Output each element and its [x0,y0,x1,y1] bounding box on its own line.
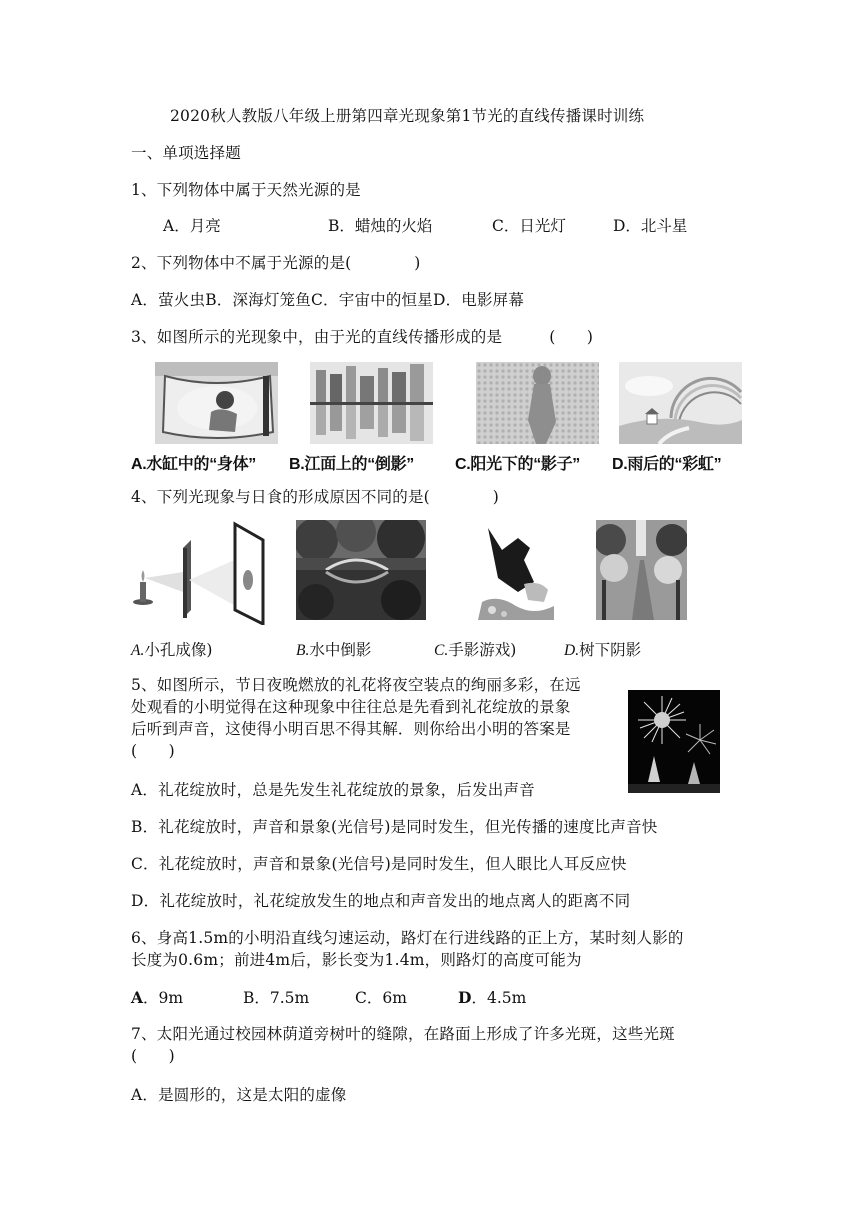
question-3-caption-b: B.江面上的“倒影” [289,456,415,473]
question-3-caption-c: C.阳光下的“影子” [455,456,581,473]
question-1-option-b: B．蜡烛的火焰 [328,217,433,235]
page-title: 2020秋人教版八年级上册第四章光现象第1节光的直线传播课时训练 [170,107,645,125]
question-1-option-a: A．月亮 [163,217,221,235]
question-6-option-d: D．4.5m [458,988,527,1007]
question-6-option-a: A．9m [131,988,184,1007]
question-3-stem: 3、如图所示的光现象中，由于光的直线传播形成的是 ( ) [131,328,594,346]
water-reflection-image [296,520,426,620]
question-6-stem-line-2: 长度为0.6m；前进4m后，影长变为1.4m，则路灯的高度可能为 [131,951,582,969]
question-1-option-c: C．日光灯 [492,217,566,235]
question-5-option-b: B．礼花绽放时，声音和景象(光信号)是同时发生，但光传播的速度比声音快 [131,818,658,836]
river-reflection-image [310,362,433,444]
question-3-caption-a: A.水缸中的“身体” [131,456,257,473]
question-7-stem-line-2: ( ) [131,1047,175,1065]
question-5-stem-line-4: ( ) [131,742,175,760]
question-5-stem-line-2: 处观看的小明觉得在这种现象中往往总是先看到礼花绽放的景象 [131,698,571,716]
question-4-caption-b: B.水中倒影 [296,641,372,659]
question-5-option-c: C．礼花绽放时，声音和景象(光信号)是同时发生，但人眼比人耳反应快 [131,855,627,873]
question-2-options: A．萤火虫B．深海灯笼鱼C．宇宙中的恒星D．电影屏幕 [131,291,525,309]
shadow-image [476,362,599,444]
question-3-caption-d: D.雨后的“彩虹” [612,456,722,473]
question-4-caption-a: A.小孔成像) [131,641,213,659]
question-1-stem: 1、下列物体中属于天然光源的是 [131,181,361,199]
question-6-stem-line-1: 6、身高1.5m的小明沿直线匀速运动，路灯在行进线路的正上方，某时刻人影的 [131,929,684,947]
question-7-option-a: A．是圆形的，这是太阳的虚像 [131,1086,347,1104]
hand-shadow-image [478,520,554,620]
fireworks-image [628,690,720,793]
section-heading: 一、单项选择题 [131,144,241,162]
question-6-option-b: B．7.5m [243,989,310,1007]
question-1-option-d: D．北斗星 [613,217,688,235]
rainbow-image [619,362,742,444]
question-4-caption-d: D.树下阴影 [564,641,642,659]
question-5-stem-line-1: 5、如图所示，节日夜晚燃放的礼花将夜空装点的绚丽多彩，在远 [131,676,581,694]
question-6-option-c: C．6m [355,989,407,1007]
question-5-option-a: A．礼花绽放时，总是先发生礼花绽放的景象，后发出声音 [131,781,535,799]
question-4-caption-c: C.手影游戏) [434,641,517,659]
fish-tank-image [155,362,278,444]
pinhole-camera-image [131,520,269,625]
question-5-stem-line-3: 后听到声音，这使得小明百思不得其解．则你给出小明的答案是 [131,720,571,738]
question-5-option-d: D．礼花绽放时，礼花绽放发生的地点和声音发出的地点离人的距离不同 [131,892,631,910]
question-4-stem: 4、下列光现象与日食的形成原因不同的是( ) [131,488,499,506]
question-7-stem-line-1: 7、太阳光通过校园林荫道旁树叶的缝隙，在路面上形成了许多光斑，这些光斑 [131,1025,675,1043]
question-2-stem: 2、下列物体中不属于光源的是( ) [131,254,421,272]
tree-shade-image [596,520,687,620]
